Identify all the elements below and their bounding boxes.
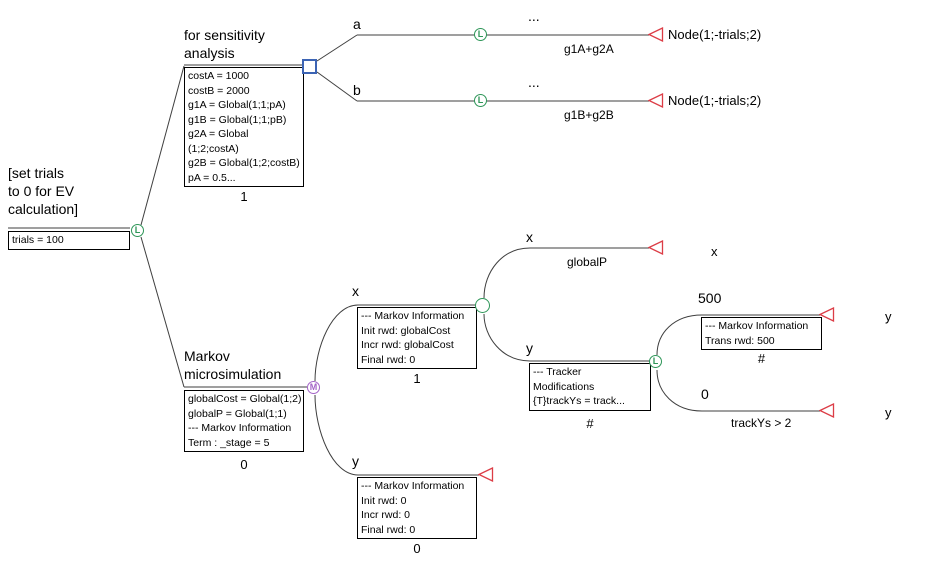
box-text-line: Modifications <box>533 380 595 393</box>
box-text-line: globalP = Global(1;1) <box>188 407 287 420</box>
box-text-line: Term : _stage = 5 <box>188 436 270 449</box>
state-y-markov-info-box[interactable] <box>357 477 477 539</box>
box-text-line: --- Markov Information <box>361 480 465 492</box>
b-diagonal <box>317 72 357 101</box>
box-text-line: --- Markov Information <box>188 422 292 434</box>
root-name-label[interactable] <box>8 164 78 218</box>
chance-to-y-curve <box>484 314 530 361</box>
box-text-line: pA = 0.5... <box>188 171 236 184</box>
root-definitions-box[interactable] <box>8 231 130 250</box>
sensitivity-probability[interactable]: 1 <box>240 189 248 204</box>
sensitivity-definitions-box[interactable] <box>184 67 304 187</box>
box-text-line: g2A = Global <box>188 128 249 140</box>
branch-0-terminal-node[interactable] <box>819 403 835 418</box>
branch-b-logic-node[interactable] <box>474 94 487 107</box>
markov-node-letter: M <box>309 382 318 392</box>
markov-probability[interactable]: 0 <box>240 457 248 472</box>
box-text-line: --- Tracker <box>533 366 582 378</box>
branch-name-line: microsimulation <box>184 366 282 382</box>
box-text-line: Final rwd: 0 <box>361 523 416 536</box>
branch-a-terminal-text[interactable]: Node(1;-trials;2) <box>668 27 762 42</box>
branch-a-ellipsis[interactable]: ... <box>528 8 540 24</box>
sub-branch-x-terminal-text[interactable]: x <box>711 244 718 259</box>
markov-definitions-box[interactable] <box>184 390 304 452</box>
sub-branch-y-label[interactable]: y <box>526 340 533 356</box>
box-text-line: g1A = Global(1;1;pA) <box>188 99 286 111</box>
logic-node-letter: L <box>134 225 141 235</box>
box-text-line: Trans rwd: 500 <box>705 334 775 347</box>
trans-reward-box[interactable] <box>701 317 822 350</box>
box-text-line: trials = 100 <box>12 234 64 246</box>
a-diagonal <box>317 35 357 61</box>
branch-a-terminal-node[interactable] <box>648 27 664 42</box>
box-text-line: Init rwd: globalCost <box>361 324 451 337</box>
logic-node-letter: L <box>477 95 484 105</box>
logic-to-500-curve <box>657 315 702 355</box>
branch-500-terminal-text[interactable]: y <box>885 309 892 324</box>
branch-0-label[interactable]: 0 <box>701 386 709 402</box>
root-to-sensitivity-line <box>141 66 184 225</box>
box-text-line: {T}trackYs = track... <box>533 395 625 407</box>
decision-node[interactable] <box>302 59 317 74</box>
branch-500-probability[interactable]: # <box>757 351 766 366</box>
sub-branch-y-probability[interactable]: # <box>586 416 594 431</box>
tracker-modifications-box[interactable] <box>529 363 651 411</box>
box-text-line: --- Markov Information <box>705 320 809 332</box>
markov-to-x-curve <box>315 305 358 381</box>
chance-node[interactable] <box>475 298 490 313</box>
branch-500-label[interactable]: 500 <box>698 290 722 306</box>
box-text-line: Init rwd: 0 <box>361 494 407 507</box>
sensitivity-branch-label[interactable] <box>184 26 265 62</box>
branch-500-terminal-node[interactable] <box>819 307 835 322</box>
branch-b-terminal-node[interactable] <box>648 93 664 108</box>
sub-branch-x-terminal-node[interactable] <box>648 240 664 255</box>
box-text-line: (1;2;costA) <box>188 142 239 155</box>
box-text-line: costA = 1000 <box>188 70 250 82</box>
state-y-terminal-node[interactable] <box>478 467 494 482</box>
branch-b-terminal-text[interactable]: Node(1;-trials;2) <box>668 93 762 108</box>
root-name-line: calculation] <box>8 201 79 217</box>
branch-a-logic-node[interactable] <box>474 28 487 41</box>
branch-name-line: analysis <box>184 45 235 61</box>
logic-node-letter: L <box>652 356 659 366</box>
branch-b-payoff-label[interactable]: g1B+g2B <box>564 108 614 122</box>
state-y-label[interactable]: y <box>352 453 359 469</box>
box-text-line: Incr rwd: globalCost <box>361 339 454 351</box>
box-text-line: globalCost = Global(1;2) <box>188 393 302 405</box>
markov-node[interactable] <box>307 381 320 394</box>
markov-branch-label[interactable] <box>184 347 281 383</box>
branch-b-ellipsis[interactable]: ... <box>528 74 540 90</box>
box-text-line: costB = 2000 <box>188 84 250 97</box>
branch-a-payoff-label[interactable]: g1A+g2A <box>564 42 614 56</box>
box-text-line: Incr rwd: 0 <box>361 509 411 521</box>
branch-0-terminal-text[interactable]: y <box>885 405 892 420</box>
logic-node-letter: L <box>477 29 484 39</box>
branch-a-label[interactable]: a <box>353 16 361 32</box>
branch-name-line: for sensitivity <box>184 27 265 43</box>
root-to-markov-line <box>141 237 184 387</box>
branch-0-prob-label[interactable]: trackYs > 2 <box>731 416 792 430</box>
box-text-line: g2B = Global(1;2;costB) <box>188 157 300 169</box>
sub-branch-x-label[interactable]: x <box>526 229 533 245</box>
state-x-probability[interactable]: 1 <box>413 371 421 386</box>
box-text-line: Final rwd: 0 <box>361 353 416 366</box>
root-name-line: to 0 for EV <box>8 183 75 199</box>
state-x-markov-info-box[interactable] <box>357 307 477 369</box>
root-logic-node[interactable] <box>131 224 144 237</box>
branch-name-line: Markov <box>184 348 230 364</box>
box-text-line: g1B = Global(1;1;pB) <box>188 113 287 126</box>
chance-to-x-curve <box>484 248 530 298</box>
box-text-line: --- Markov Information <box>361 310 465 322</box>
root-name-line: [set trials <box>8 165 65 181</box>
sub-branch-x-prob-label[interactable]: globalP <box>567 255 608 269</box>
branch-b-label[interactable]: b <box>353 82 361 98</box>
state-y-probability[interactable]: 0 <box>413 541 421 556</box>
logic-to-0-curve <box>657 370 702 411</box>
state-x-label[interactable]: x <box>352 283 359 299</box>
tracker-logic-node[interactable] <box>649 355 662 368</box>
